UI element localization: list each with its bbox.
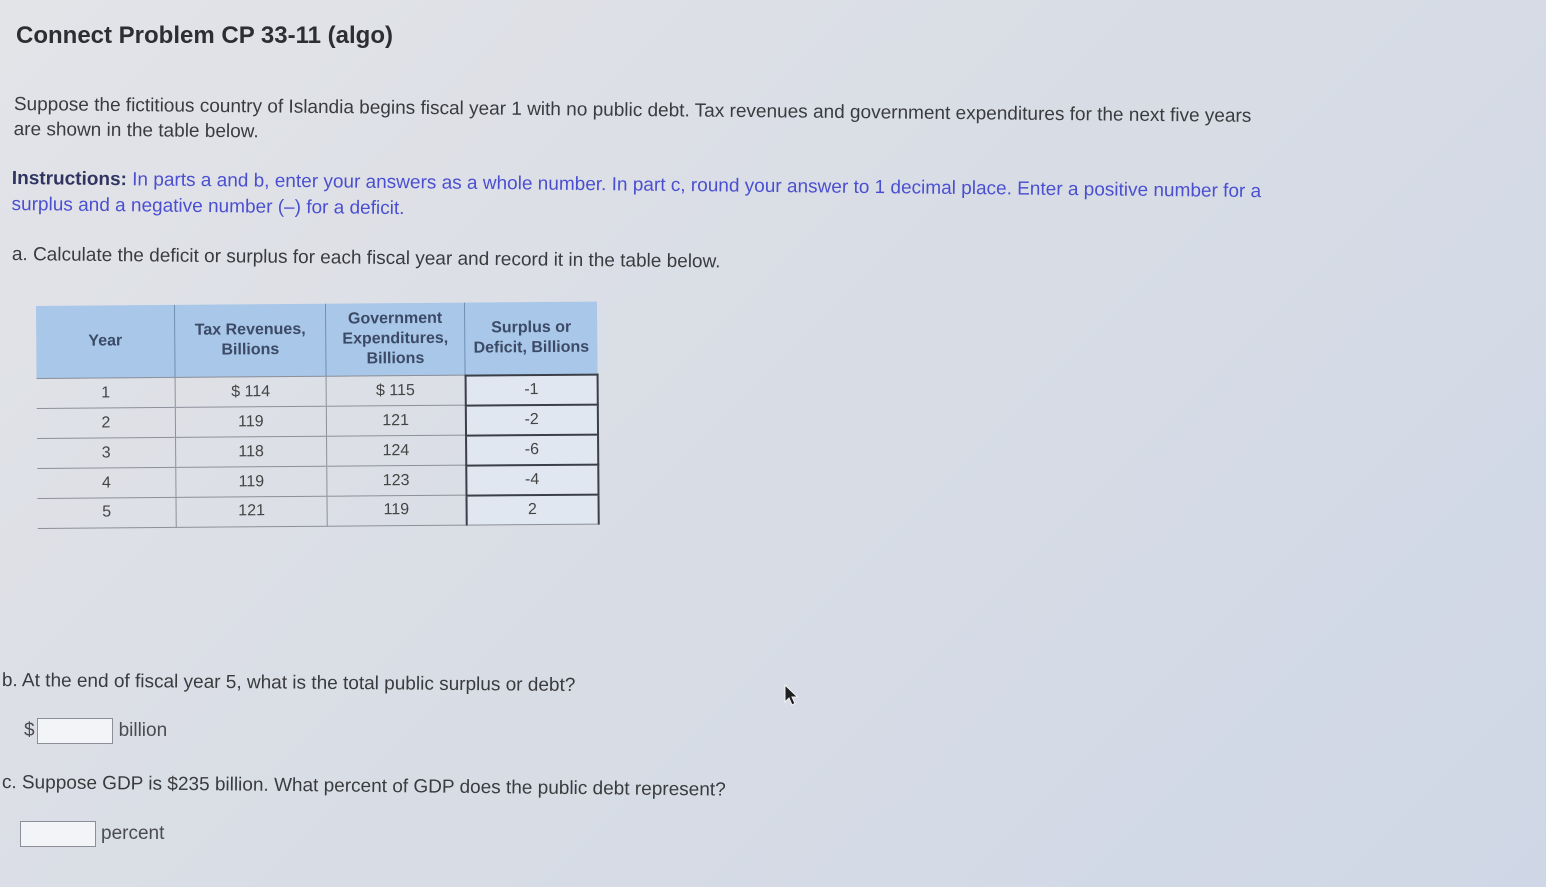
deficit-table-container xyxy=(36,302,600,529)
total-debt-input[interactable] xyxy=(37,718,113,744)
tax-cell: $ 114 xyxy=(175,376,326,407)
tax-cell: 119 xyxy=(175,406,326,437)
table-row xyxy=(38,494,599,528)
instructions-text: In parts a and b, enter your answers as a whole number. In part c, round your answer to 1 decimal place. Enter a positive number for a surplus and a negative number (–) for a deficit. xyxy=(11,169,1262,220)
table-row xyxy=(37,374,598,408)
tax-cell: 118 xyxy=(176,436,327,467)
table-row xyxy=(37,434,598,468)
billion-unit-label: billion xyxy=(118,720,168,741)
part-c-answer-row xyxy=(20,821,164,847)
expenditure-cell: 124 xyxy=(327,435,466,466)
table-header-row xyxy=(36,302,598,379)
header-surplus-deficit: Surplus or Deficit, Billions xyxy=(464,302,597,376)
surplus-input[interactable]: 2 xyxy=(466,494,599,525)
deficit-table xyxy=(36,302,600,529)
percent-unit-label: percent xyxy=(101,823,165,844)
part-b-answer-row xyxy=(24,718,167,744)
instructions xyxy=(11,166,1281,231)
surplus-input[interactable]: -6 xyxy=(466,434,599,465)
expenditure-cell: $ 115 xyxy=(326,375,465,406)
expenditure-cell: 123 xyxy=(327,465,466,496)
table-row xyxy=(37,464,598,498)
year-cell: 1 xyxy=(37,377,176,408)
header-year: Year xyxy=(36,305,175,379)
header-tax-revenues: Tax Revenues, Billions xyxy=(174,304,326,378)
part-a-question: a. Calculate the deficit or surplus for each fiscal year and record it in the table below. xyxy=(11,244,721,273)
page-title: Connect Problem CP 33-11 (algo) xyxy=(16,22,393,49)
expenditure-cell: 121 xyxy=(326,405,465,436)
table-row xyxy=(37,404,598,438)
dollar-sign: $ xyxy=(24,720,35,741)
surplus-input[interactable]: -1 xyxy=(465,374,598,405)
tax-cell: 119 xyxy=(176,466,327,497)
instructions-lead: Instructions: xyxy=(11,167,128,191)
year-cell: 2 xyxy=(37,407,176,438)
percent-gdp-input[interactable] xyxy=(20,821,96,847)
year-cell: 5 xyxy=(38,497,177,528)
tax-cell: 121 xyxy=(176,496,327,527)
mouse-cursor-icon xyxy=(783,684,799,706)
surplus-input[interactable]: -2 xyxy=(465,404,598,435)
part-b-question: b. At the end of fiscal year 5, what is the total public surplus or debt? xyxy=(1,670,576,697)
year-cell: 4 xyxy=(37,467,176,498)
problem-intro: Suppose the fictitious country of Islandia begins fiscal year 1 with no public debt. Tax revenues and government expenditures for the next five years are shown in the table below. xyxy=(13,93,1252,143)
part-c-question: c. Suppose GDP is $235 billion. What percent of GDP does the public debt represent? xyxy=(1,772,726,801)
header-government-expenditures: Government Expenditures, Billions xyxy=(325,303,465,377)
expenditure-cell: 119 xyxy=(327,495,466,526)
surplus-input[interactable]: -4 xyxy=(466,464,599,495)
year-cell: 3 xyxy=(37,437,176,468)
